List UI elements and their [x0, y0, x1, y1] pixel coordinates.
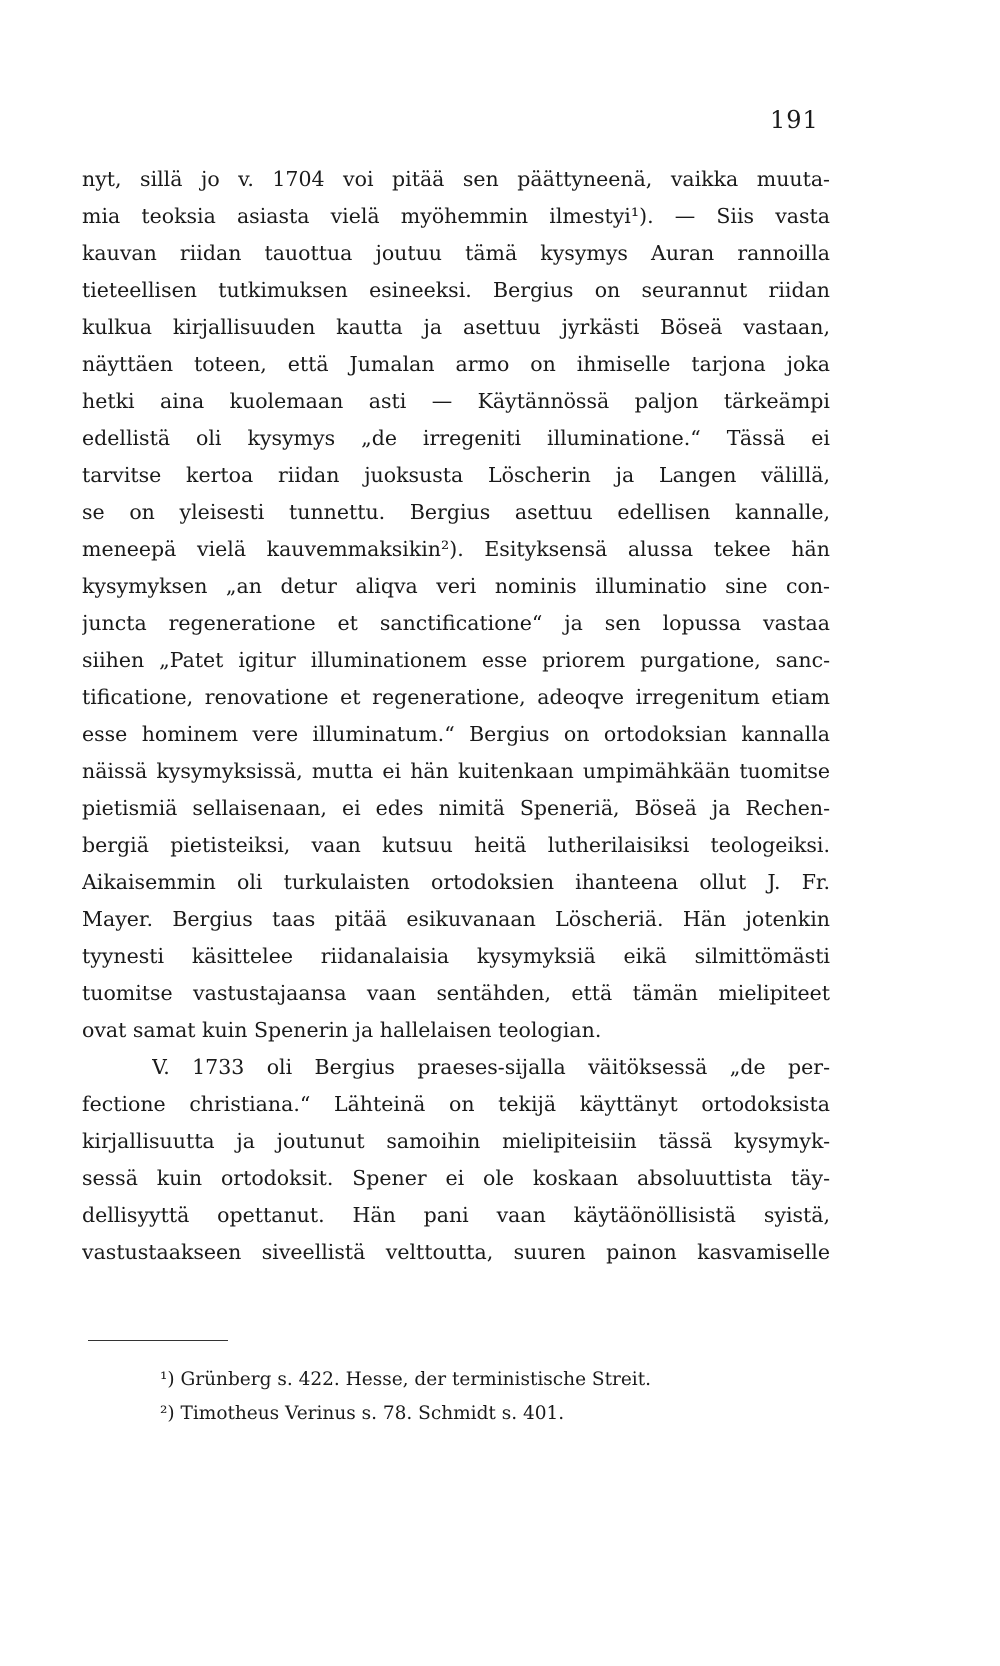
text-line: edellistä oli kysymys „de irregeniti illuminatione.“ Tässä ei [82, 426, 830, 450]
page-number: 191 [770, 106, 819, 134]
text-line: Aikaisemmin oli turkulaisten ortodoksien ihanteena ollut J. Fr. [82, 870, 830, 894]
text-line: fectione christiana.“ Lähteinä on tekijä käyttänyt ortodoksista [82, 1092, 830, 1116]
text-line: tyynesti käsittelee riidanalaisia kysymyksiä eikä silmittömästi [82, 944, 830, 968]
text-line: tieteellisen tutkimuksen esineeksi. Bergius on seurannut riidan [82, 278, 830, 302]
text-line: näissä kysymyksissä, mutta ei hän kuitenkaan umpimähkään tuomitse [82, 759, 830, 783]
text-line: tuomitse vastustajaansa vaan sentähden, että tämän mielipiteet [82, 981, 830, 1005]
text-line: juncta regeneratione et sanctificatione“ ja sen lopussa vastaa [82, 611, 830, 635]
text-line: näyttäen toteen, että Jumalan armo on ihmiselle tarjona joka [82, 352, 830, 376]
text-line: V. 1733 oli Bergius praeses-sijalla väitöksessä „de per- [152, 1055, 830, 1079]
text-line: sessä kuin ortodoksit. Spener ei ole koskaan absoluuttista täy- [82, 1166, 830, 1190]
text-line: nyt, sillä jo v. 1704 voi pitää sen päättyneenä, vaikka muuta- [82, 167, 830, 191]
text-line: mia teoksia asiasta vielä myöhemmin ilmestyi¹). — Siis vasta [82, 204, 830, 228]
text-line: kulkua kirjallisuuden kautta ja asettuu jyrkästi Böseä vastaan, [82, 315, 830, 339]
text-line: meneepä vielä kauvemmaksikin²). Esityksensä alussa tekee hän [82, 537, 830, 561]
footnote-rule [88, 1340, 228, 1341]
text-line: tarvitse kertoa riidan juoksusta Löscherin ja Langen välillä, [82, 463, 830, 487]
text-line: esse hominem vere illuminatum.“ Bergius on ortodoksian kannalla [82, 722, 830, 746]
text-line: bergiä pietisteiksi, vaan kutsuu heitä lutherilaisiksi teologeiksi. [82, 833, 830, 857]
text-line: ovat samat kuin Spenerin ja hallelaisen teologian. [82, 1018, 602, 1042]
text-line: tificatione, renovatione et regeneratione, adeoqve irregenitum etiam [82, 685, 830, 709]
text-line: vastustaakseen siveellistä velttoutta, suuren painon kasvamiselle [82, 1240, 830, 1264]
text-line: dellisyyttä opettanut. Hän pani vaan käytäönöllisistä syistä, [82, 1203, 830, 1227]
text-line: kauvan riidan tauottua joutuu tämä kysymys Auran rannoilla [82, 241, 830, 265]
text-line: se on yleisesti tunnettu. Bergius asettuu edellisen kannalle, [82, 500, 830, 524]
text-line: siihen „Patet igitur illuminationem esse priorem purgatione, sanc- [82, 648, 830, 672]
text-line: hetki aina kuolemaan asti — Käytännössä paljon tärkeämpi [82, 389, 830, 413]
footnote: ¹) Grünberg s. 422. Hesse, der terministische Streit. [160, 1369, 652, 1390]
text-line: Mayer. Bergius taas pitää esikuvanaan Löscheriä. Hän jotenkin [82, 907, 830, 931]
text-line: kirjallisuutta ja joutunut samoihin mielipiteisiin tässä kysymyk- [82, 1129, 830, 1153]
text-line: kysymyksen „an detur aliqva veri nominis illuminatio sine con- [82, 574, 830, 598]
footnote: ²) Timotheus Verinus s. 78. Schmidt s. 401. [160, 1403, 565, 1424]
text-line: pietismiä sellaisenaan, ei edes nimitä Speneriä, Böseä ja Rechen- [82, 796, 830, 820]
